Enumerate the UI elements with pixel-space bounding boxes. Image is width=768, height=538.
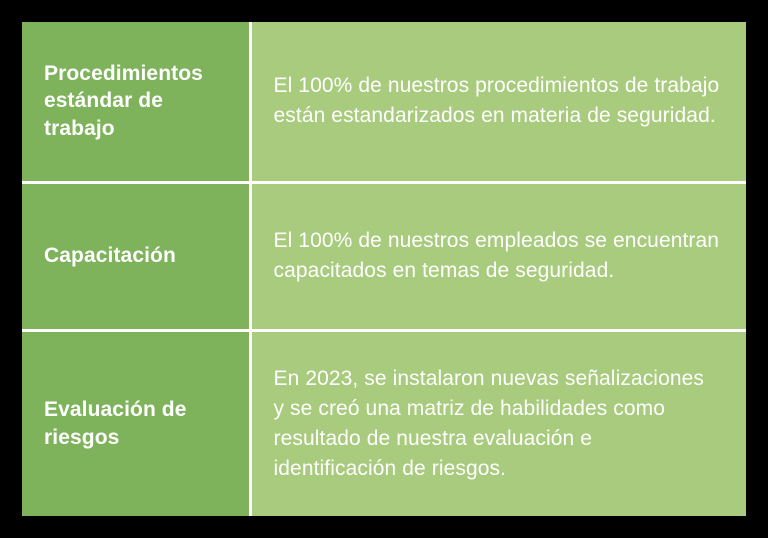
table-row-label: Procedimientos estándar de trabajo [22, 22, 250, 182]
table-row-description: El 100% de nuestros procedimientos de trabajo están estandarizados en materia de seguridad. [250, 22, 746, 182]
content-table [22, 22, 746, 516]
table-row [22, 330, 746, 516]
table-row-label: Capacitación [22, 182, 250, 330]
table-row-description: El 100% de nuestros empleados se encuentran capacitados en temas de seguridad. [250, 182, 746, 330]
table-row-description: En 2023, se instalaron nuevas señalizaciones y se creó una matriz de habilidades como resultado de nuestra evaluación e identificación de riesgos. [250, 330, 746, 516]
table-row [22, 22, 746, 182]
table-row [22, 182, 746, 330]
table-row-label: Evaluación de riesgos [22, 330, 250, 516]
table-body [22, 22, 746, 516]
